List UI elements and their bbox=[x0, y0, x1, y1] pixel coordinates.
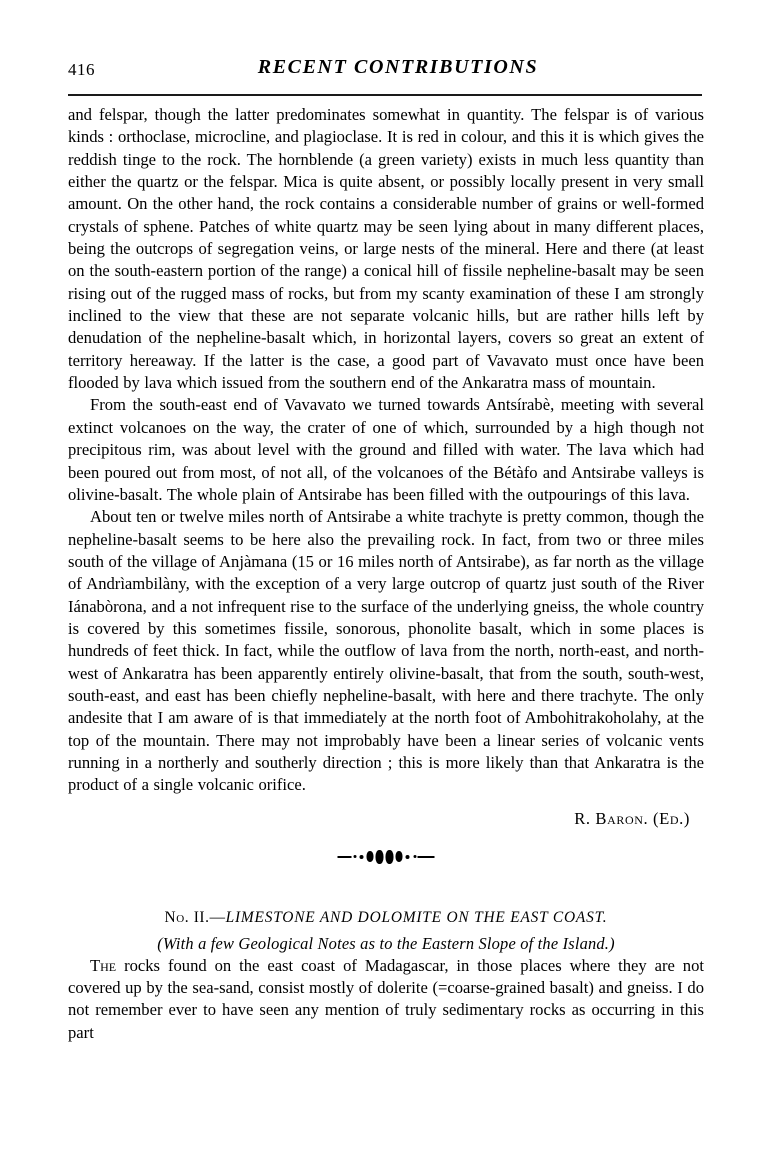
author-signature: R. Baron. (Ed.) bbox=[574, 808, 690, 828]
next-article-number: No. II.— bbox=[164, 908, 226, 926]
drop-cap-word: The bbox=[90, 955, 117, 975]
paragraph-1: and felspar, though the latter predominates somewhat in quantity. The felspar is of various kinds : orthoclase, microcline, and plagioclase. It is red in colour, and this it is which gives the reddish tinge to the rock. The hornblende (a green variety) exists in much less quantity than either the quartz or the felspar. Mica is quite absent, or possibly locally present in very small amount. On the other hand, the rock contains a considerable number of grains or well-formed crystals of sphene. Patches of white quartz may be seen lying about in many different places, being the outcrops of segregation veins, or large nests of the mineral. Here and there (at least on the south-eastern portion of the range) a conical hill of fissile nepheline-basalt may be seen rising out of the rugged mass of rocks, but from my scanty examination of these I am strongly inclined to the view that these are not separate volcanic hills, but are rather hills left by denudation of the nepheline-basalt which, in horizontal layers, covers so great an extent of territory hereaway. If the latter is the case, a good part of Vavavato must once have been flooded by lava which issued from the southern end of the Ankaratra mass of mountain. bbox=[68, 105, 704, 393]
next-article-title-line bbox=[68, 907, 704, 929]
next-article-opening-paragraph bbox=[68, 955, 704, 1044]
next-article-title: LIMESTONE AND DOLOMITE ON THE EAST COAST. bbox=[225, 908, 608, 926]
decorative-divider-icon bbox=[68, 849, 704, 865]
running-head bbox=[68, 56, 702, 86]
next-article-subtitle: (With a few Geological Notes as to the Eastern Slope of the Island.) bbox=[157, 933, 615, 953]
paragraph-3: About ten or twelve miles north of Antsirabe a white trachyte is pretty common, though the nepheline-basalt seems to be here also the prevailing rock. In fact, from two or three miles south of the village of Anjàmana (15 or 16 miles north of Antsirabe), as far north as the village of Andrìambilàny, with the exception of a very large outcrop of quartz just south of the River Iánabòrona, and a not infrequent rise to the surface of the underlying gneiss, the whole country is covered by this sometimes fissile, sonorous, phonolite basalt, which in some places is hundreds of feet thick. In fact, while the outflow of lava from the north, north-east, and north-west of Ankaratra has been apparently entirely olivine-basalt, that from the south, south-west, south-east, and east has been chiefly nepheline-basalt, with here and there trachyte. The only andesite that I am aware of is that immediately at the north foot of Ambohitrakoholahy, at the top of the mountain. There may not improbably have been a linear series of volcanic vents running in a northerly and southerly direction ; this is more likely than that Ankaratra is the product of a single volcanic orifice. bbox=[68, 507, 704, 795]
opening-paragraph-text: rocks found on the east coast of Madagascar, in those places where they are not covered up by the sea-sand, consist mostly of dolerite (=coarse-grained basalt) and gneiss. I do not remember ever to have seen any mention of truly sedimentary rocks as occurring in this part bbox=[68, 955, 704, 1042]
running-head-title: RECENT CONTRIBUTIONS bbox=[257, 56, 539, 78]
header-rule bbox=[68, 94, 702, 96]
body-column bbox=[68, 104, 704, 1044]
page-number: 416 bbox=[68, 60, 95, 79]
next-article-heading bbox=[68, 907, 704, 955]
paragraph-2: From the south-east end of Vavavato we turned towards Antsírabè, meeting with several extinct volcanoes on the way, the crater of one of which, surrounded by a high though not precipitous rim, was about level with the ground and filled with water. The lava which had been poured out from most, of not all, of the volcanoes of the Bétàfo and Antsirabe valleys is olivine-basalt. The whole plain of Antsirabe has been filled with the outpourings of this lava. bbox=[68, 395, 704, 504]
